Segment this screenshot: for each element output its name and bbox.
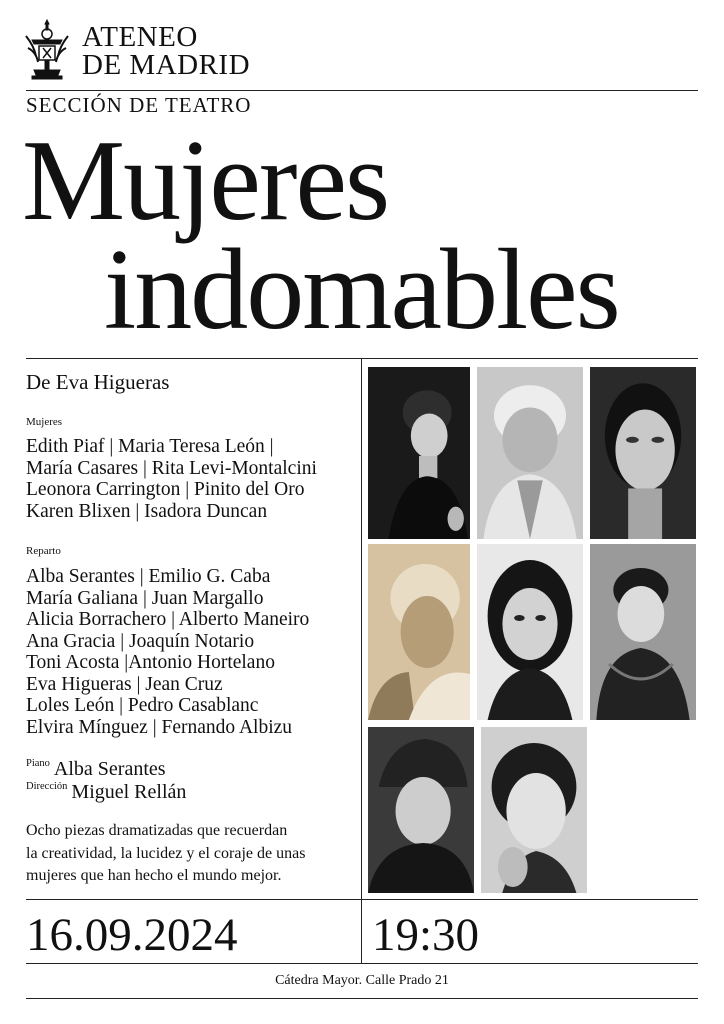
portrait-photo — [368, 544, 470, 720]
list-item: Eva Higueras | Jean Cruz — [26, 673, 223, 695]
column-divider — [361, 358, 362, 964]
list-item: María Casares | Rita Levi-Montalcini — [26, 457, 317, 479]
venue-rule-bottom — [26, 998, 698, 999]
list-item: Leonora Carrington | Pinito del Oro — [26, 479, 305, 500]
author: De Eva Higueras — [26, 370, 170, 394]
event-time: 19:30 — [372, 909, 480, 961]
portrait-photo — [590, 544, 696, 720]
list-item: Ana Gracia | Joaquín Notario — [26, 630, 255, 652]
event-date: 16.09.2024 — [26, 909, 238, 961]
reparto-list — [26, 566, 309, 738]
portrait-photo — [481, 727, 587, 893]
top-rule — [26, 90, 698, 91]
piano-label: Piano — [26, 758, 50, 769]
portrait-photo — [590, 367, 696, 539]
mujeres-list — [26, 436, 317, 522]
portrait-photo — [477, 367, 583, 539]
list-item: María Galiana | Juan Margallo — [26, 587, 264, 609]
venue: Cátedra Mayor. Calle Prado 21 — [275, 973, 449, 988]
direccion-label: Dirección — [26, 781, 68, 792]
piano-credit — [26, 758, 166, 781]
list-item: Toni Acosta |Antonio Hortelano — [26, 652, 275, 673]
logo-line-1: ATENEO — [82, 21, 198, 53]
piano-value: Alba Serantes — [53, 758, 166, 780]
title-rule — [26, 358, 698, 359]
description-line: la creatividad, la lucidez y el coraje de unas — [26, 844, 306, 862]
list-item: Loles León | Pedro Casablanc — [26, 695, 259, 716]
description-line: mujeres que han hecho el mundo mejor. — [26, 867, 282, 884]
description — [26, 820, 305, 888]
list-item: Alba Serantes | Emilio G. Caba — [26, 566, 271, 587]
title-line-2: indomables — [104, 226, 619, 354]
ateneo-crest-icon — [22, 18, 72, 80]
venue-rule-top — [26, 963, 698, 964]
date-rule — [26, 899, 698, 900]
logo-line-2: DE MADRID — [82, 49, 251, 81]
list-item: Karen Blixen | Isadora Duncan — [26, 500, 268, 522]
portrait-photo — [368, 367, 470, 539]
direccion-value: Miguel Rellán — [71, 781, 187, 803]
description-line: Ocho piezas dramatizadas que recuerdan — [26, 822, 288, 839]
mujeres-label: Mujeres — [26, 416, 63, 428]
section-label: SECCIÓN DE TEATRO — [26, 93, 252, 117]
reparto-label: Reparto — [26, 545, 61, 557]
list-item: Elvira Mínguez | Fernando Albizu — [26, 716, 293, 738]
direccion-credit — [26, 781, 186, 804]
list-item: Alicia Borrachero | Alberto Maneiro — [26, 609, 310, 630]
portrait-photo — [368, 727, 474, 893]
list-item: Edith Piaf | Maria Teresa León | — [26, 436, 274, 457]
title-line-1: Mujeres — [22, 117, 389, 245]
portrait-photo — [477, 544, 583, 720]
